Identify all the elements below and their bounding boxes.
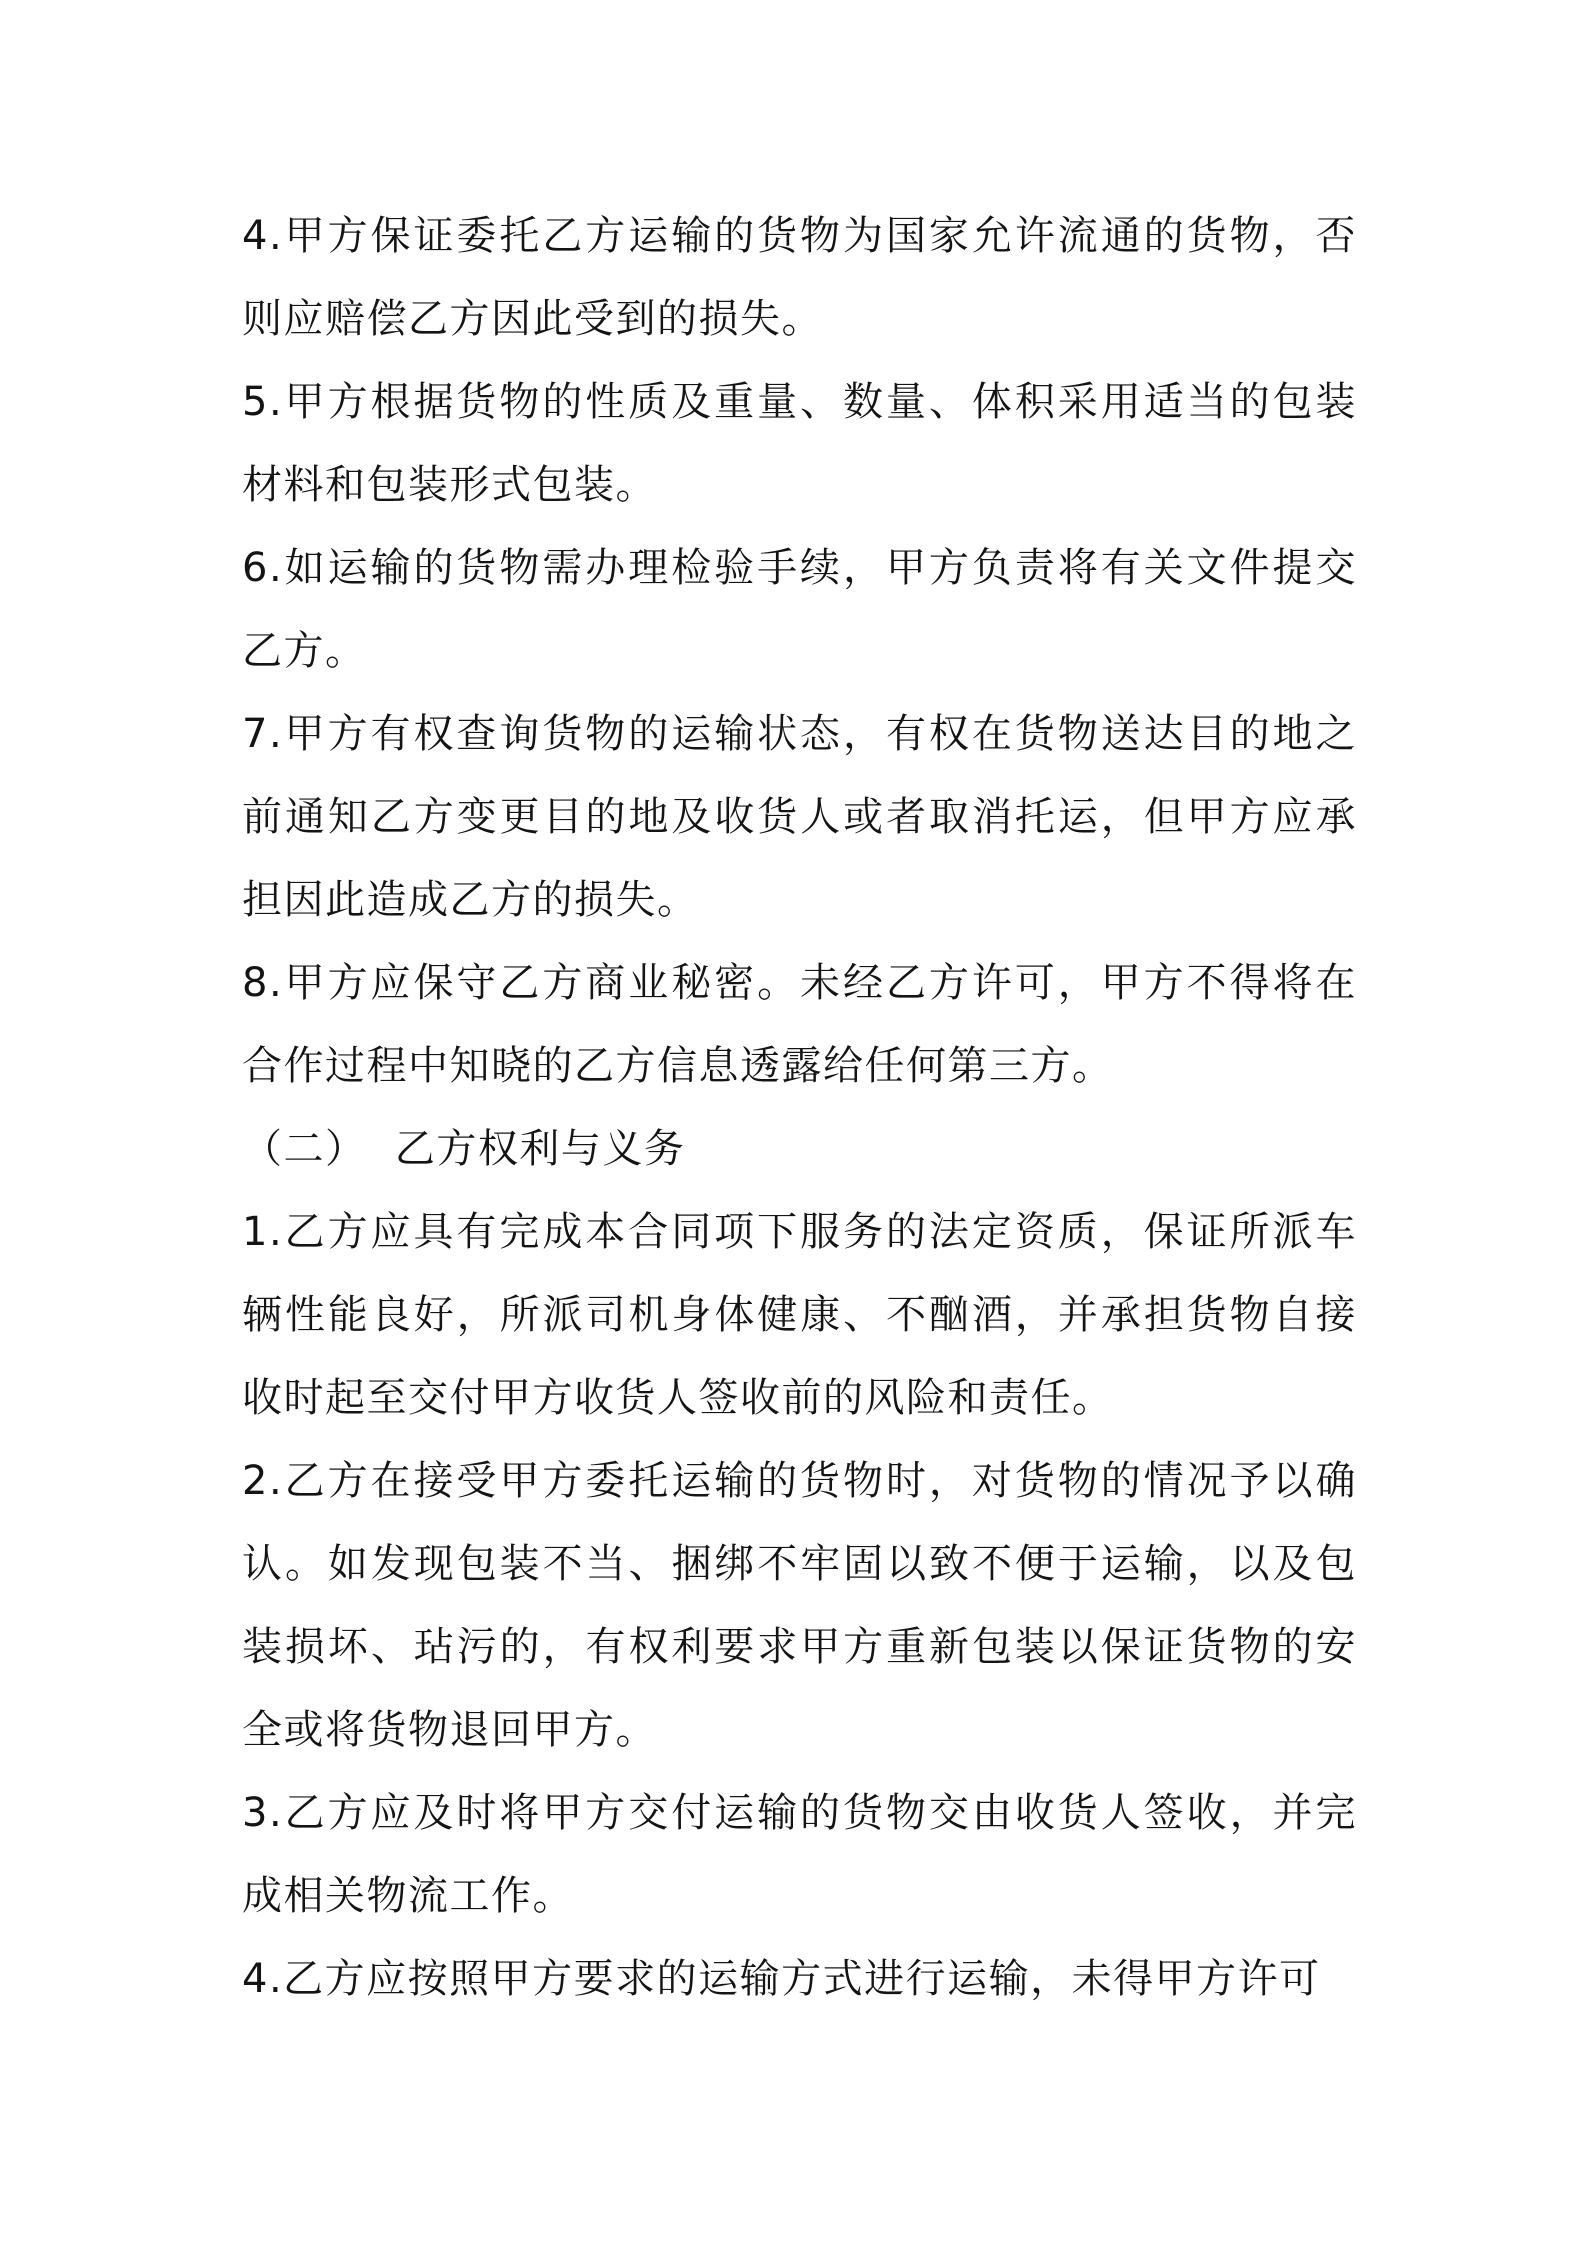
clause-a-5: 5.甲方根据货物的性质及重量、数量、体积采用适当的包装材料和包装形式包装。	[242, 379, 1357, 508]
document-body	[242, 195, 1357, 2021]
clause-b-1: 1.乙方应具有完成本合同项下服务的法定资质，保证所派车辆性能良好，所派司机身体健康、不酗酒，并承担货物自接收时起至交付甲方收货人签收前的风险和责任。	[242, 1209, 1357, 1421]
clause-b-4: 4.乙方应按照甲方要求的运输方式进行运输，未得甲方许可	[242, 1956, 1321, 2002]
section-heading-party-b: （二） 乙方权利与义务	[242, 1126, 686, 1172]
clause-a-7: 7.甲方有权查询货物的运输状态，有权在货物送达目的地之前通知乙方变更目的地及收货人或者取消托运，但甲方应承担因此造成乙方的损失。	[242, 711, 1357, 923]
clause-b-3: 3.乙方应及时将甲方交付运输的货物交由收货人签收，并完成相关物流工作。	[242, 1790, 1357, 1919]
clause-a-8: 8.甲方应保守乙方商业秘密。未经乙方许可，甲方不得将在合作过程中知晓的乙方信息透露给任何第三方。	[242, 960, 1357, 1089]
clause-a-6: 6.如运输的货物需办理检验手续，甲方负责将有关文件提交乙方。	[242, 545, 1357, 674]
clause-b-2: 2.乙方在接受甲方委托运输的货物时，对货物的情况予以确认。如发现包装不当、捆绑不牢固以致不便于运输，以及包装损坏、玷污的，有权利要求甲方重新包装以保证货物的安全或将货物退回甲方。	[242, 1458, 1357, 1753]
clause-a-4: 4.甲方保证委托乙方运输的货物为国家允许流通的货物，否则应赔偿乙方因此受到的损失。	[242, 213, 1357, 342]
